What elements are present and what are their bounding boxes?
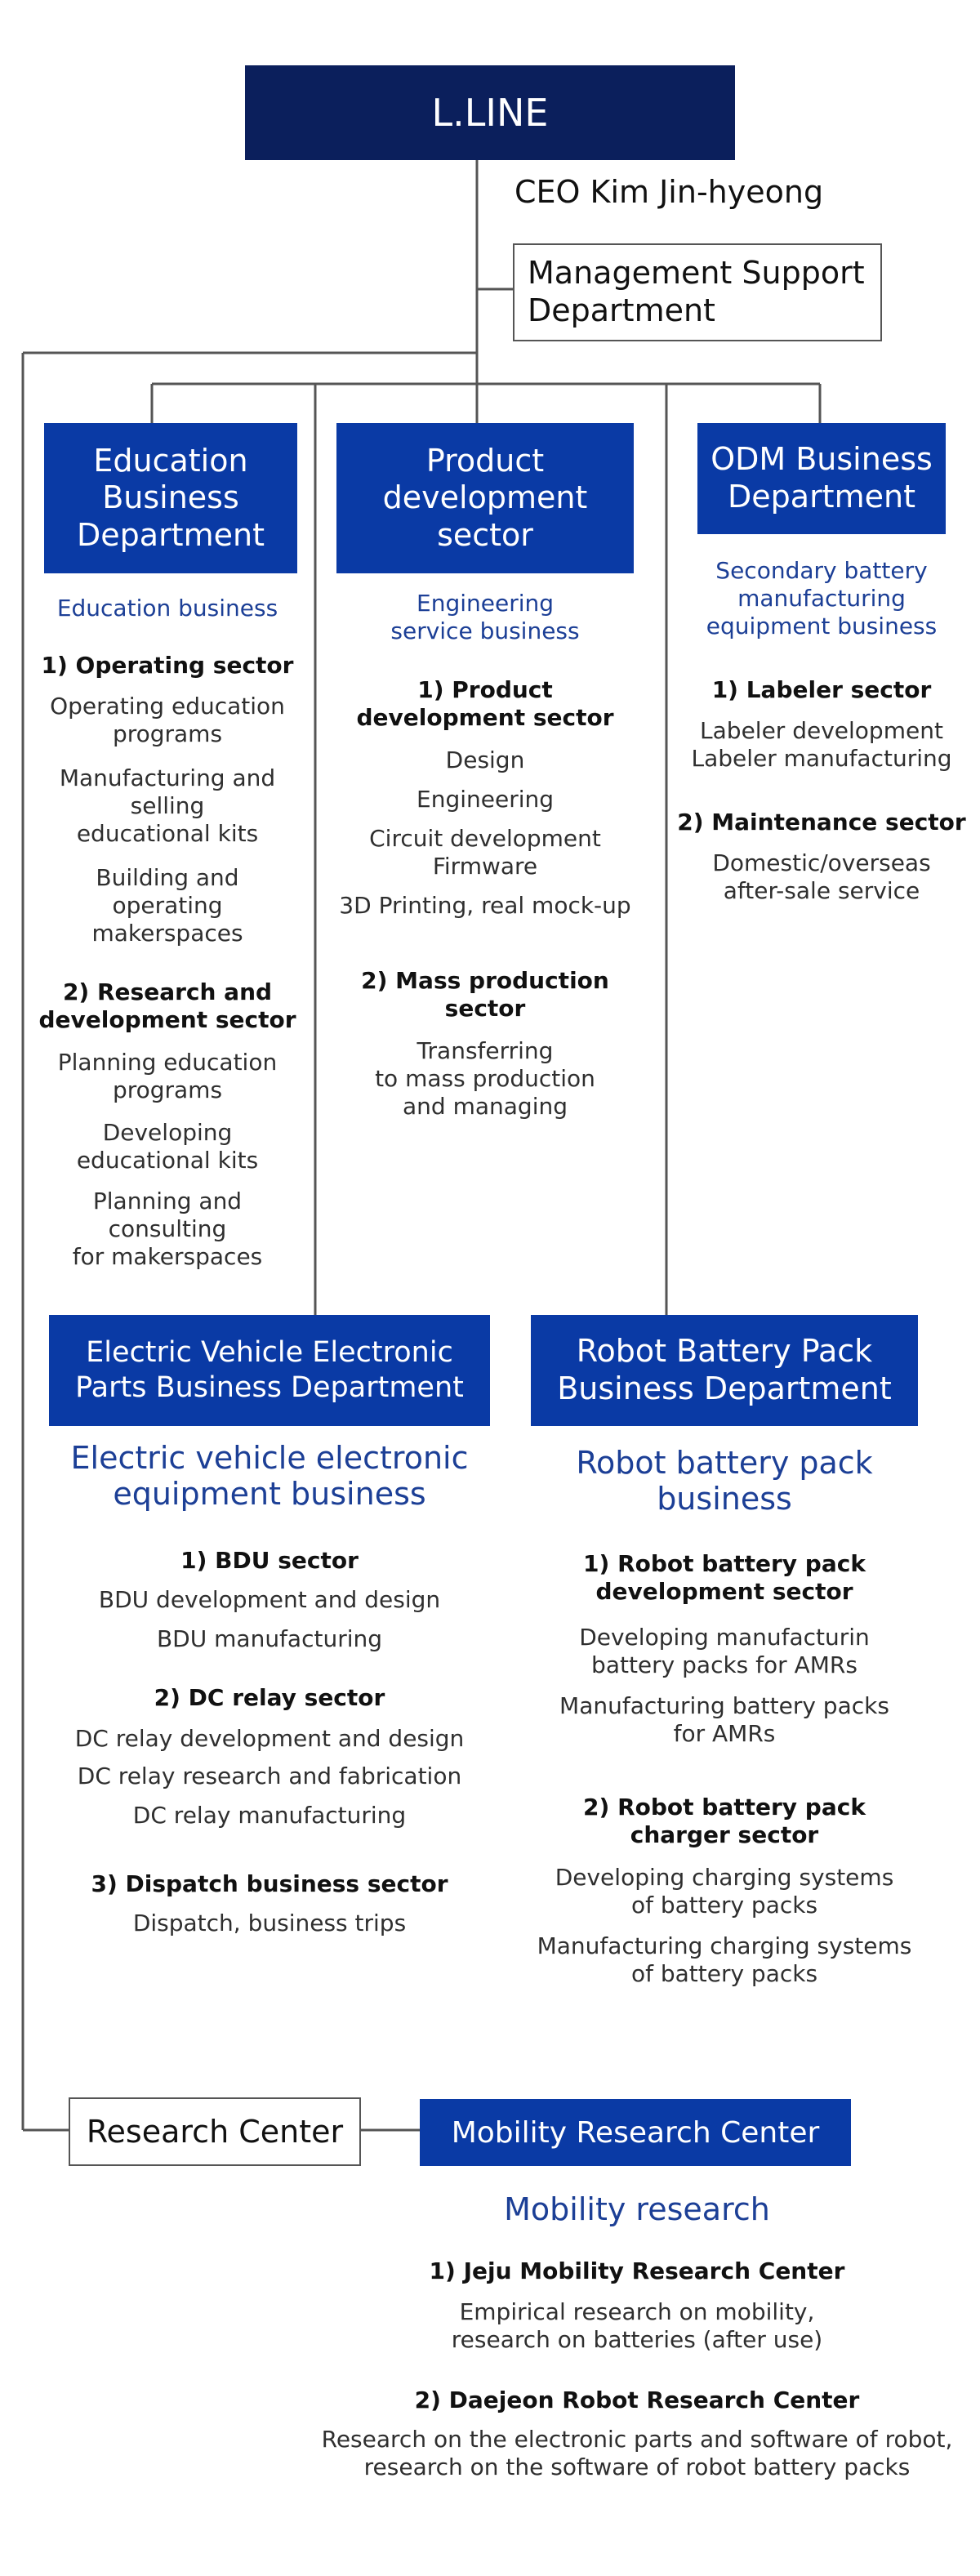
mobility-sector-1: 1) Jeju Mobility Research Center — [429, 2257, 845, 2284]
education-item: Planning and consulting for makerspaces — [72, 1188, 263, 1271]
ev-sector-3: 3) Dispatch business sector — [91, 1870, 448, 1897]
ev-item: DC relay research and fabrication — [77, 1763, 462, 1789]
education-item: Manufacturing and selling educational kits — [59, 764, 276, 848]
robot-item: Manufacturing charging systems of battery packs — [537, 1932, 912, 1988]
robot-subtitle: Robot battery pack business — [576, 1445, 873, 1517]
odm-sector-2: 2) Maintenance sector — [677, 809, 966, 836]
company-name: L.LINE — [431, 91, 549, 135]
robot-item: Developing charging systems of battery packs — [555, 1864, 894, 1919]
odm-sector-1: 1) Labeler sector — [711, 676, 932, 703]
product-sector-1: 1) Product development sector — [356, 676, 614, 732]
product-item: Transferring to mass production and managing — [375, 1037, 595, 1121]
ev-item: DC relay manufacturing — [132, 1802, 407, 1829]
education-item: Planning education programs — [57, 1049, 278, 1104]
odm-item: Domestic/overseas after-sale service — [712, 849, 931, 905]
ev-item: Dispatch, business trips — [132, 1910, 407, 1936]
product-item: 3D Printing, real mock-up — [339, 892, 631, 919]
management-support-label: Management Support Department — [528, 255, 865, 328]
robot-item: Developing manufacturin battery packs for AMRs — [579, 1624, 870, 1679]
robot-dept-title: Robot Battery Pack Business Department — [557, 1333, 892, 1406]
ev-dept-title: Electric Vehicle Electronic Parts Business Department — [75, 1336, 464, 1404]
management-support-box — [513, 243, 882, 341]
education-subtitle: Education business — [56, 595, 278, 622]
research-center-box — [69, 2097, 361, 2166]
education-item: Building and operating makerspaces — [91, 864, 243, 947]
mobility-item: Empirical research on mobility, research on batteries (after use) — [451, 2298, 823, 2354]
research-center-label: Research Center — [86, 2114, 344, 2150]
odm-dept-title: ODM Business Department — [710, 441, 933, 515]
education-dept-box — [44, 423, 297, 573]
odm-item: Labeler development Labeler manufacturing — [691, 717, 952, 773]
mobility-center-box — [420, 2099, 851, 2166]
ev-sector-2: 2) DC relay sector — [154, 1684, 385, 1711]
product-sector-2: 2) Mass production sector — [361, 967, 609, 1023]
ev-dept-box — [49, 1315, 490, 1426]
mobility-subtitle: Mobility research — [504, 2191, 770, 2227]
education-dept-title: Education Business Department — [77, 442, 265, 553]
product-dept-box — [336, 423, 634, 573]
ev-subtitle: Electric vehicle electronic equipment business — [70, 1440, 469, 1512]
education-sector-1: 1) Operating sector — [41, 652, 294, 679]
product-item: Design — [445, 747, 525, 773]
odm-dept-box — [697, 423, 946, 534]
ceo-label: CEO Kim Jin-hyeong — [514, 174, 824, 210]
robot-item: Manufacturing battery packs for AMRs — [559, 1692, 889, 1748]
education-item: Developing educational kits — [76, 1119, 259, 1174]
ev-item: DC relay development and design — [74, 1725, 465, 1752]
mobility-item: Research on the electronic parts and software of robot, research on the software of robot battery packs — [321, 2426, 953, 2481]
product-item: Engineering — [416, 786, 554, 813]
robot-sector-2: 2) Robot battery pack charger sector — [583, 1794, 866, 1849]
mobility-center-title: Mobility Research Center — [451, 2115, 820, 2150]
product-item: Circuit development Firmware — [369, 825, 601, 880]
odm-subtitle: Secondary battery manufacturing equipment business — [706, 557, 938, 640]
robot-sector-1: 1) Robot battery pack development sector — [583, 1550, 866, 1606]
ev-item: BDU manufacturing — [156, 1625, 383, 1652]
ev-sector-1: 1) BDU sector — [180, 1547, 359, 1574]
company-box — [245, 65, 735, 160]
product-dept-title: Product development sector — [382, 442, 588, 553]
robot-dept-box — [531, 1315, 918, 1426]
education-sector-2: 2) Research and development sector — [38, 978, 296, 1034]
ev-item: BDU development and design — [98, 1586, 441, 1613]
mobility-sector-2: 2) Daejeon Robot Research Center — [414, 2387, 860, 2413]
education-item: Operating education programs — [50, 693, 285, 748]
product-subtitle: Engineering service business — [390, 590, 580, 645]
